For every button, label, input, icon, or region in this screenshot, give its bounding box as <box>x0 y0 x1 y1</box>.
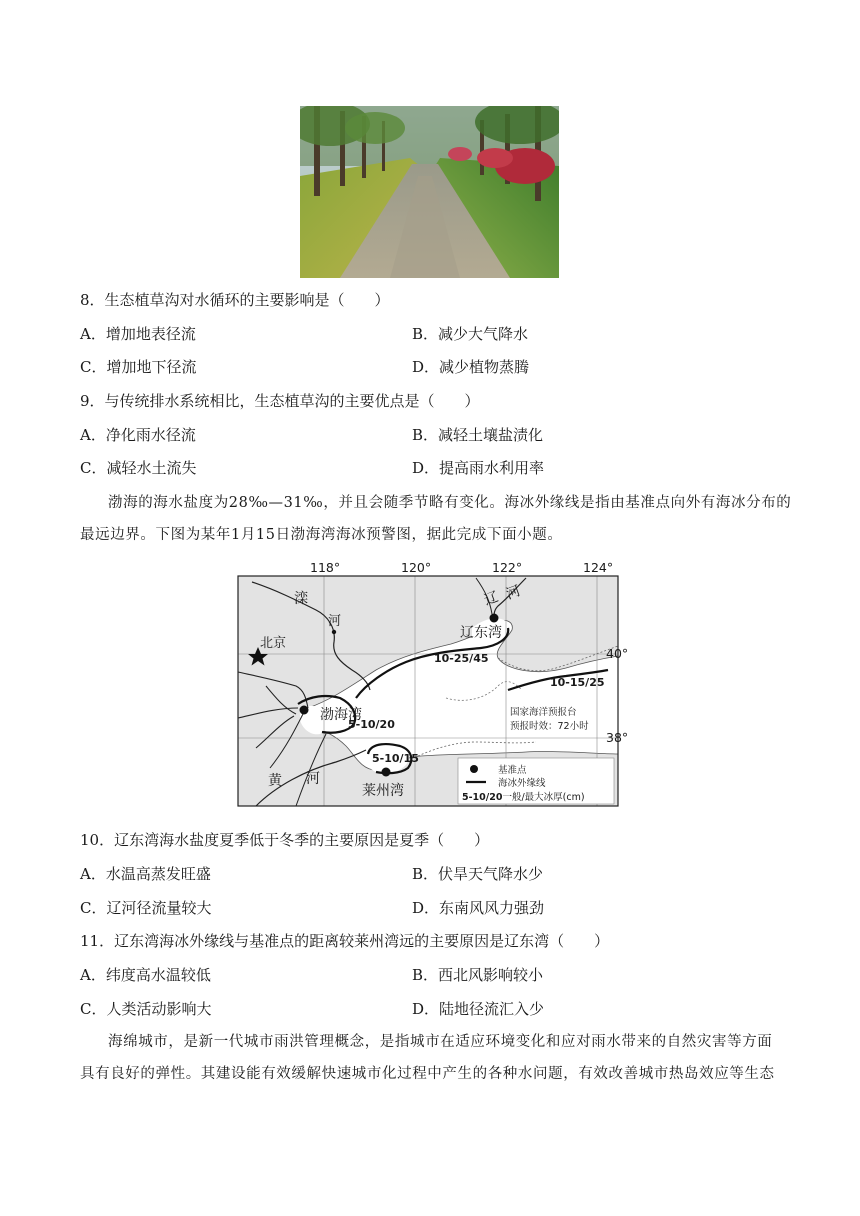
ice-label-liaodong: 10-25/45 <box>434 652 489 665</box>
place-label-bohai-bay: 渤海湾 <box>320 707 362 723</box>
sponge-intro-line-2: 具有良好的弹性。其建设能有效缓解快速城市化过程中产生的各种水问题，有效改善城市热岛效应等生态 <box>80 1066 775 1082</box>
question-8-stem: 8．生态植草沟对水循环的主要影响是（ ） <box>80 291 390 309</box>
bohai-intro-line-2: 最远边界。下图为某年1月15日渤海湾海冰预警图，据此完成下面小题。 <box>80 527 563 543</box>
question-11-option-d[interactable]: D．陆地径流汇入少 <box>412 1000 545 1018</box>
place-label-he2: 河 <box>504 583 523 603</box>
swale-photo <box>300 106 559 278</box>
question-9-option-b[interactable]: B．减轻土壤盐渍化 <box>412 426 544 444</box>
question-10-stem: 10．辽东湾海水盐度夏季低于冬季的主要原因是夏季（ ） <box>80 831 490 849</box>
legend-sample-label: 5-10/20 <box>462 792 503 803</box>
question-10-option-c[interactable]: C．辽河径流量较大 <box>80 899 212 917</box>
sponge-intro-line-1: 海绵城市，是新一代城市雨洪管理概念，是指城市在适应环境变化和应对雨水带来的自然灾害等方面 <box>108 1034 773 1050</box>
lon-label-124: 124° <box>583 560 614 575</box>
agency-label: 国家海洋预报台 <box>510 707 577 718</box>
ecological-grass-swale-photo-icon <box>300 106 559 278</box>
question-9-option-d[interactable]: D．提高雨水利用率 <box>412 459 545 477</box>
base-point-bohai <box>300 706 309 715</box>
ice-label-laizhou: 5-10/15 <box>372 752 419 765</box>
sponge-city-paragraph <box>80 1026 780 1090</box>
lon-label-120: 120° <box>401 560 432 575</box>
legend-ice-edge-label: 海冰外缘线 <box>498 778 546 789</box>
question-10-option-d[interactable]: D．东南风风力强劲 <box>412 899 545 917</box>
question-8-option-d[interactable]: D．减少植物蒸腾 <box>412 358 530 376</box>
bohai-sea-ice-warning-map <box>236 558 629 810</box>
base-point-laizhou <box>382 768 391 777</box>
lat-label-40: 40° <box>606 646 629 661</box>
question-8-option-a[interactable]: A．增加地表径流 <box>80 325 196 343</box>
lon-label-122: 122° <box>492 560 523 575</box>
question-9-option-a[interactable]: A．净化雨水径流 <box>80 426 196 444</box>
legend-base-point-label: 基准点 <box>498 765 527 776</box>
question-8-option-c[interactable]: C．增加地下径流 <box>80 358 197 376</box>
question-11-option-c[interactable]: C．人类活动影响大 <box>80 1000 212 1018</box>
question-9-stem: 9．与传统排水系统相比，生态植草沟的主要优点是（ ） <box>80 392 480 410</box>
place-label-laizhou-bay: 莱州湾 <box>362 783 404 799</box>
place-label-liaodong-bay: 辽东湾 <box>460 625 502 641</box>
question-11-option-b[interactable]: B．西北风影响较小 <box>412 966 544 984</box>
legend-thickness-row <box>462 789 585 803</box>
validity-label: 预报时效：72小时 <box>510 721 589 732</box>
place-label-beijing: 北京 <box>260 636 287 651</box>
ice-label-bohai: 5-10/20 <box>348 718 395 731</box>
place-label-luan: 滦 <box>294 591 308 607</box>
place-label-he3: 河 <box>306 771 320 787</box>
legend-thickness-desc: 一般/最大冰厚(cm) <box>502 792 585 803</box>
question-9-option-c[interactable]: C．减轻水土流失 <box>80 459 197 477</box>
question-10-option-b[interactable]: B．伏旱天气降水少 <box>412 865 544 883</box>
ice-label-northeast: 10-15/25 <box>550 676 605 689</box>
question-11-option-a[interactable]: A．纬度高水温较低 <box>80 966 211 984</box>
place-label-he1: 河 <box>328 614 342 629</box>
lat-label-38: 38° <box>606 730 629 745</box>
question-10-option-a[interactable]: A．水温高蒸发旺盛 <box>80 865 211 883</box>
question-8-option-b[interactable]: B．减少大气降水 <box>412 325 529 343</box>
bohai-intro-line-1: 渤海的海水盐度为28‰—31‰，并且会随季节略有变化。海冰外缘线是指由基准点向外有海冰分布的 <box>108 495 792 511</box>
lon-label-118: 118° <box>310 560 341 575</box>
question-11-stem: 11．辽东湾海冰外缘线与基准点的距离较莱州湾远的主要原因是辽东湾（ ） <box>80 932 610 950</box>
place-label-huang: 黄 <box>268 773 282 789</box>
bohai-intro-paragraph <box>80 487 792 551</box>
place-label-liao: 辽 <box>482 589 501 609</box>
